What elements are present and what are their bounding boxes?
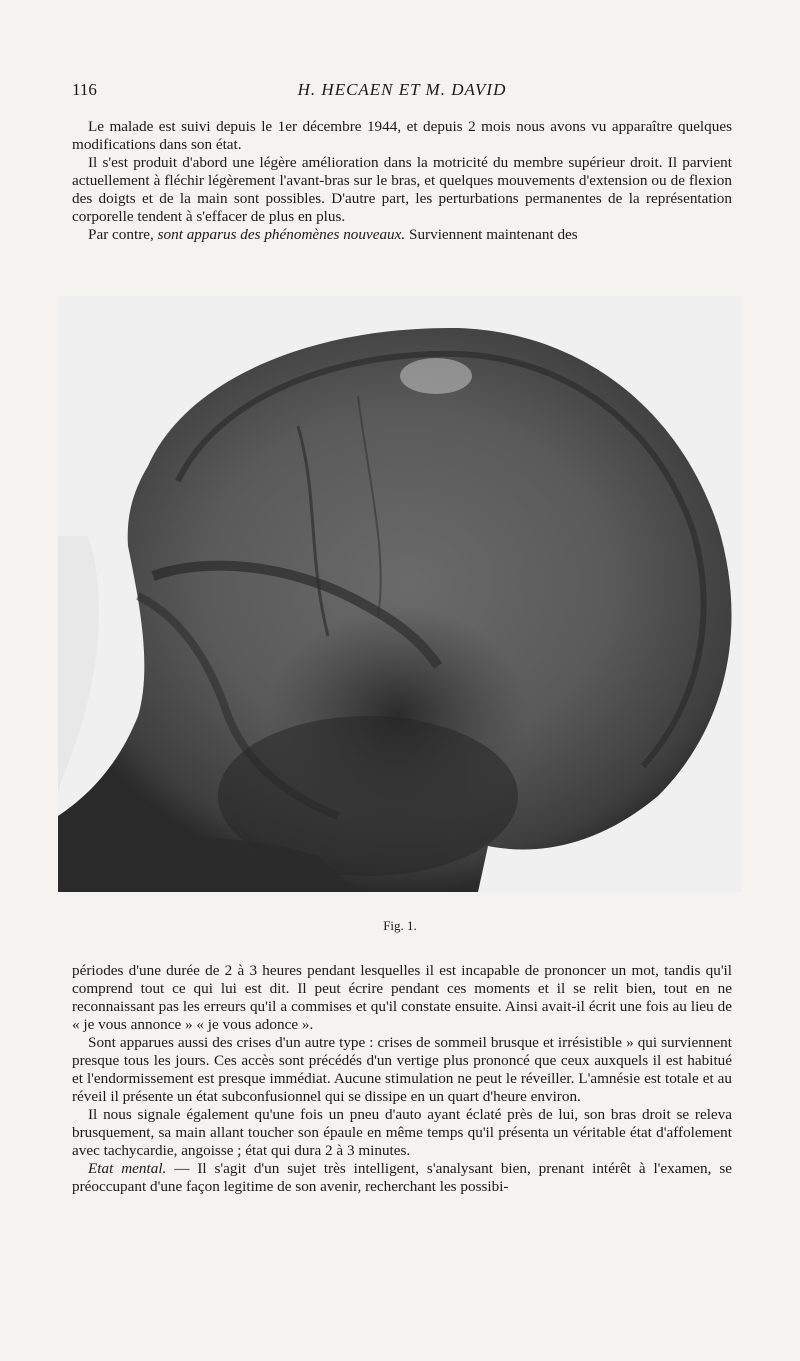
text-block-bottom bbox=[72, 962, 732, 1196]
paragraph: Il s'est produit d'abord une légère amélioration dans la motricité du membre supérieur droit. Il parvient actuellement à fléchir légèrement l'avant-bras sur le bras, et quelques mouvements d'extension ou de flexion des doigts et de la main sont possibles. D'autre part, les perturbations permanentes de la représentation corporelle tendent à s'effacer de plus en plus. bbox=[72, 154, 732, 225]
paragraph: Il nous signale également qu'une fois un pneu d'auto ayant éclaté près de lui, son bras droit se releva brusquement, sa main allant toucher son épaule en même temps qu'il présenta un véritable état d'affolement avec tachycardie, angoisse ; état qui dura 2 à 3 minutes. bbox=[72, 1106, 732, 1159]
paragraph-text: — Il s'agit d'un sujet très intelligent, s'analysant bien, prenant intérêt à l'examen, se préoccupant d'une façon legitime de son avenir, recherchant les possibi- bbox=[72, 1160, 732, 1195]
paragraph-italic: sont apparus des phénomènes nouveaux. bbox=[157, 226, 406, 243]
skull-x-ray-figure bbox=[58, 296, 742, 892]
paragraph bbox=[72, 1160, 732, 1196]
page-number: 116 bbox=[72, 80, 97, 99]
page-header bbox=[72, 80, 732, 104]
figure-caption: Fig. 1. bbox=[383, 918, 417, 933]
running-title: H. HECAEN ET M. DAVID bbox=[297, 80, 507, 99]
paragraph: Sont apparues aussi des crises d'un autre type : crises de sommeil brusque et irrésistible » qui surviennent presque tous les jours. Ces accès sont précédés d'un vertige plus prononcé que ceux auxquels il est habitué et l'endormissement est presque immédiat. Aucune stimulation ne peut le réveiller. L'amnésie est totale et au réveil il présente un état subconfusionnel qui se dissipe en un quart d'heure environ. bbox=[72, 1034, 732, 1105]
paragraph-tail: Surviennent maintenant des bbox=[405, 226, 578, 243]
section-heading-italic: Etat mental. bbox=[88, 1160, 167, 1177]
skull-radiograph-image bbox=[58, 296, 742, 892]
paragraph-lead: Par contre, bbox=[88, 226, 158, 243]
paragraph: périodes d'une durée de 2 à 3 heures pendant lesquelles il est incapable de prononcer un mot, tandis qu'il comprend tout ce qui lui est dit. Il peut écrire pendant ces moments et il se relit bien, tout en ne reconnaissant pas les erreurs qu'il a commises et qu'il constate ensuite. Ainsi avait-il écrit une fois au lieu de « je vous annonce » « je vous adonce ». bbox=[72, 962, 732, 1033]
paragraph bbox=[72, 226, 732, 244]
paragraph: Le malade est suivi depuis le 1er décembre 1944, et depuis 2 mois nous avons vu apparaître quelques modifications dans son état. bbox=[72, 118, 732, 153]
text-block-top bbox=[72, 118, 732, 244]
